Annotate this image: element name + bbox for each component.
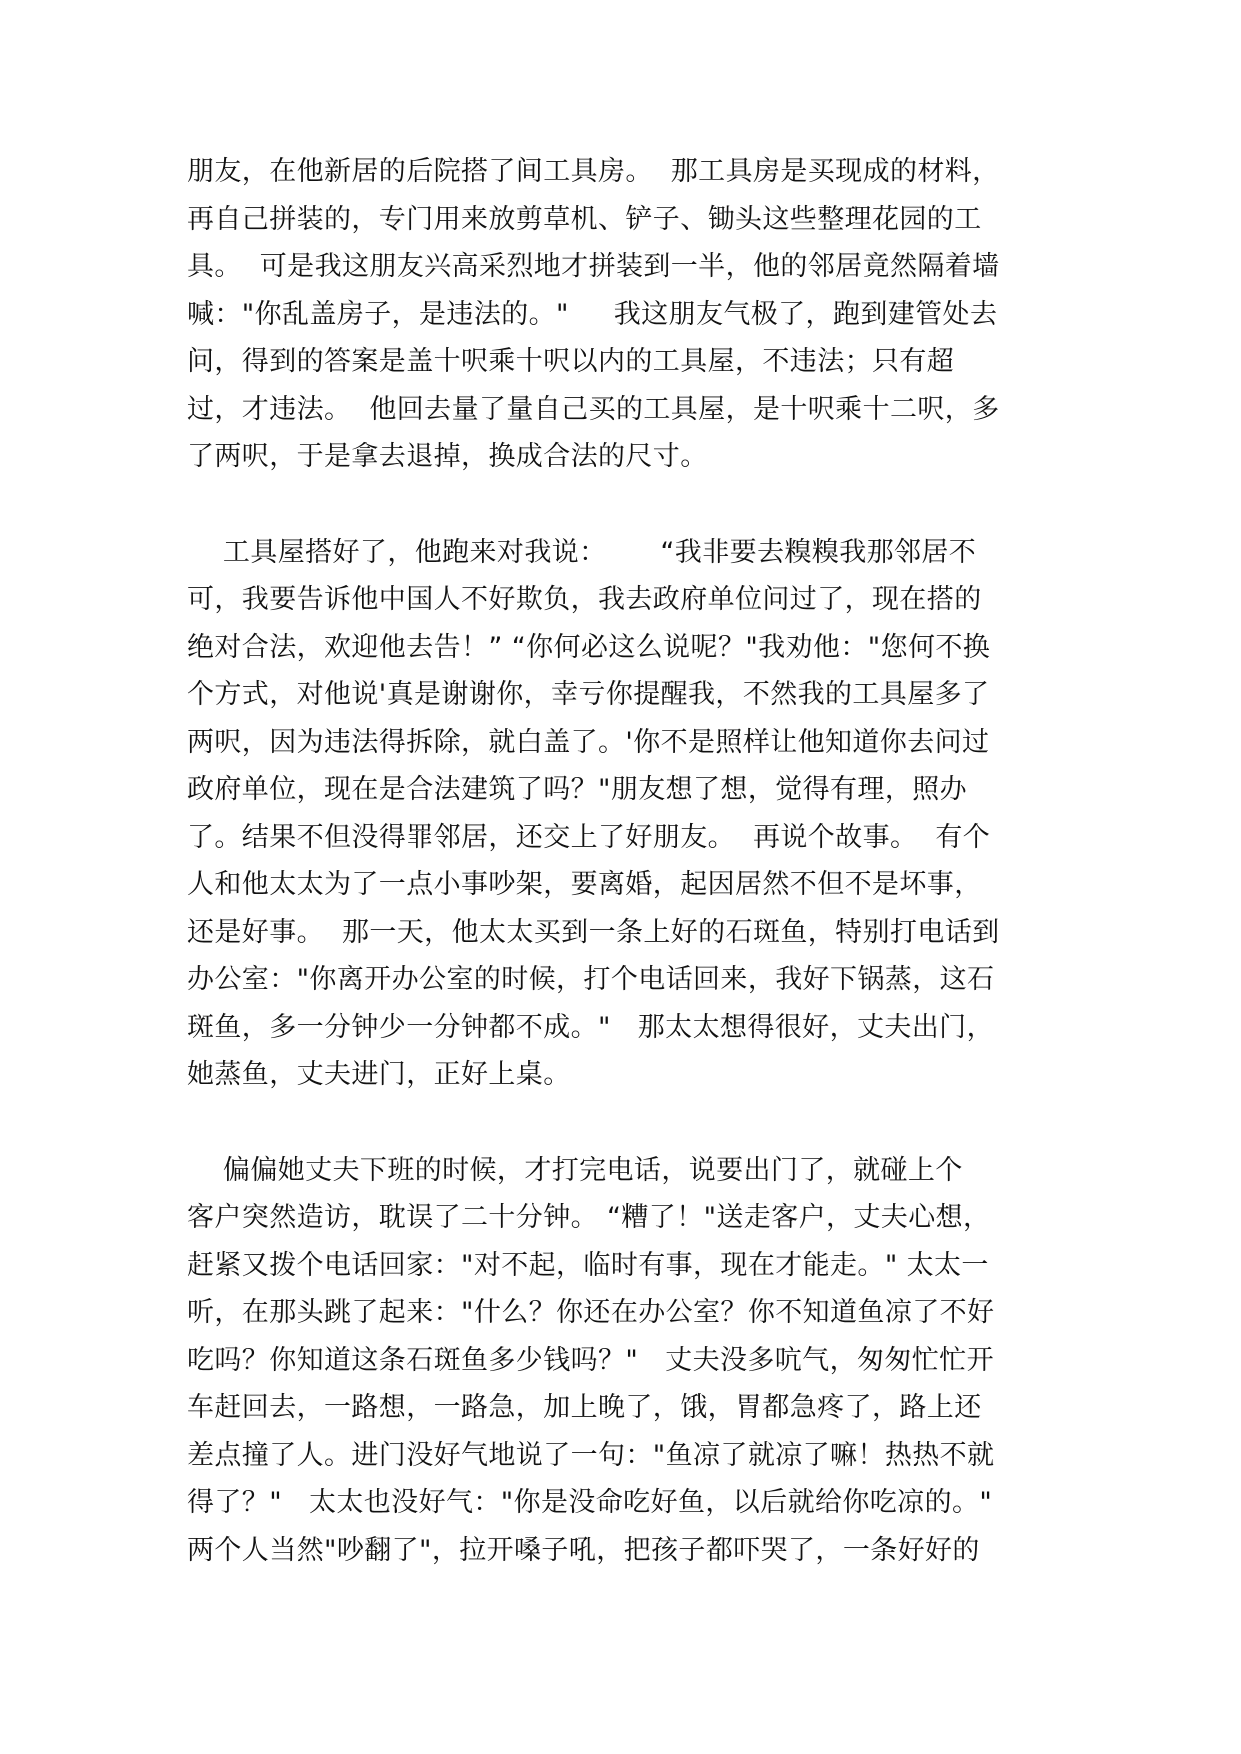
text-line: 工具屋搭好了，他跑来对我说： “我非要去糗糗我那邻居不 [187,536,977,568]
text-line: 喊："你乱盖房子，是违法的。" 我这朋友气极了，跑到建管处去 [187,298,998,330]
text-line: 具。 可是我这朋友兴高采烈地才拼装到一半，他的邻居竟然隔着墙 [187,251,1000,282]
text-line: 车赶回去，一路想，一路急，加上晚了，饿，胃都急疼了，路上还 [187,1392,982,1423]
paragraph-1 [187,148,1053,481]
text-line: 可，我要告诉他中国人不好欺负，我去政府单位问过了，现在搭的 [187,584,982,615]
text-line: 斑鱼，多一分钟少一分钟都不成。" 那太太想得很好，丈夫出门， [187,1011,994,1043]
text-line: 朋友，在他新居的后院搭了间工具房。 那工具房是买现成的材料， [187,156,1000,187]
document-body [187,148,1053,1574]
text-line: 得了？" 太太也没好气："你是没命吃好鱼，以后就给你吃凉的。" [187,1487,993,1518]
paragraph-2 [187,529,1053,1099]
paragraph-spacer [187,1099,1053,1147]
text-line: 两个人当然"吵翻了"，拉开嗓子吼，把孩子都吓哭了，一条好好的 [187,1534,980,1566]
text-line: 她蒸鱼，丈夫进门，正好上桌。 [187,1059,571,1090]
text-line: 政府单位，现在是合法建筑了吗？"朋友想了想，觉得有理，照办 [187,774,968,805]
text-line: 听，在那头跳了起来："什么？你还在办公室？你不知道鱼凉了不好 [187,1297,995,1328]
paragraph-spacer [187,481,1053,529]
text-line: 绝对合法，欢迎他去告！” “你何必这么说呢？"我劝他："您何不换 [187,631,991,663]
text-line: 个方式，对他说'真是谢谢你，幸亏你提醒我，不然我的工具屋多了 [187,679,990,710]
text-line: 问，得到的答案是盖十呎乘十呎以内的工具屋，不违法；只有超 [187,346,955,377]
text-line: 偏偏她丈夫下班的时候，才打完电话，说要出门了，就碰上个 [187,1154,963,1186]
text-line: 差点撞了人。进门没好气地说了一句："鱼凉了就凉了嘛！热热不就 [187,1439,995,1471]
text-line: 人和他太太为了一点小事吵架，要离婚，起因居然不但不是坏事， [187,869,982,900]
text-line: 客户突然造访，耽误了二十分钟。 “糟了！"送走客户，丈夫心想， [187,1202,991,1233]
text-line: 两呎，因为违法得拆除，就白盖了。'你不是照样让他知道你去问过 [187,726,990,758]
text-line: 了两呎，于是拿去退掉，换成合法的尺寸。 [187,441,708,472]
text-line: 再自己拼装的，专门用来放剪草机、铲子、锄头这些整理花园的工 [187,203,982,235]
text-line: 办公室："你离开办公室的时候，打个电话回来，我好下锅蒸，这石 [187,964,995,995]
text-line: 了。结果不但没得罪邻居，还交上了好朋友。 再说个故事。 有个 [187,821,991,853]
text-line: 赶紧又拨个电话回家："对不起，临时有事，现在才能走。" 太太一 [187,1249,989,1281]
text-line: 吃吗？你知道这条石斑鱼多少钱吗？" 丈夫没多吭气，匆匆忙忙开 [187,1344,994,1376]
paragraph-3 [187,1147,1053,1575]
text-line: 过，才违法。 他回去量了量自己买的工具屋，是十呎乘十二呎，多 [187,393,1000,425]
text-line: 还是好事。 那一天，他太太买到一条上好的石斑鱼，特别打电话到 [187,916,1000,948]
